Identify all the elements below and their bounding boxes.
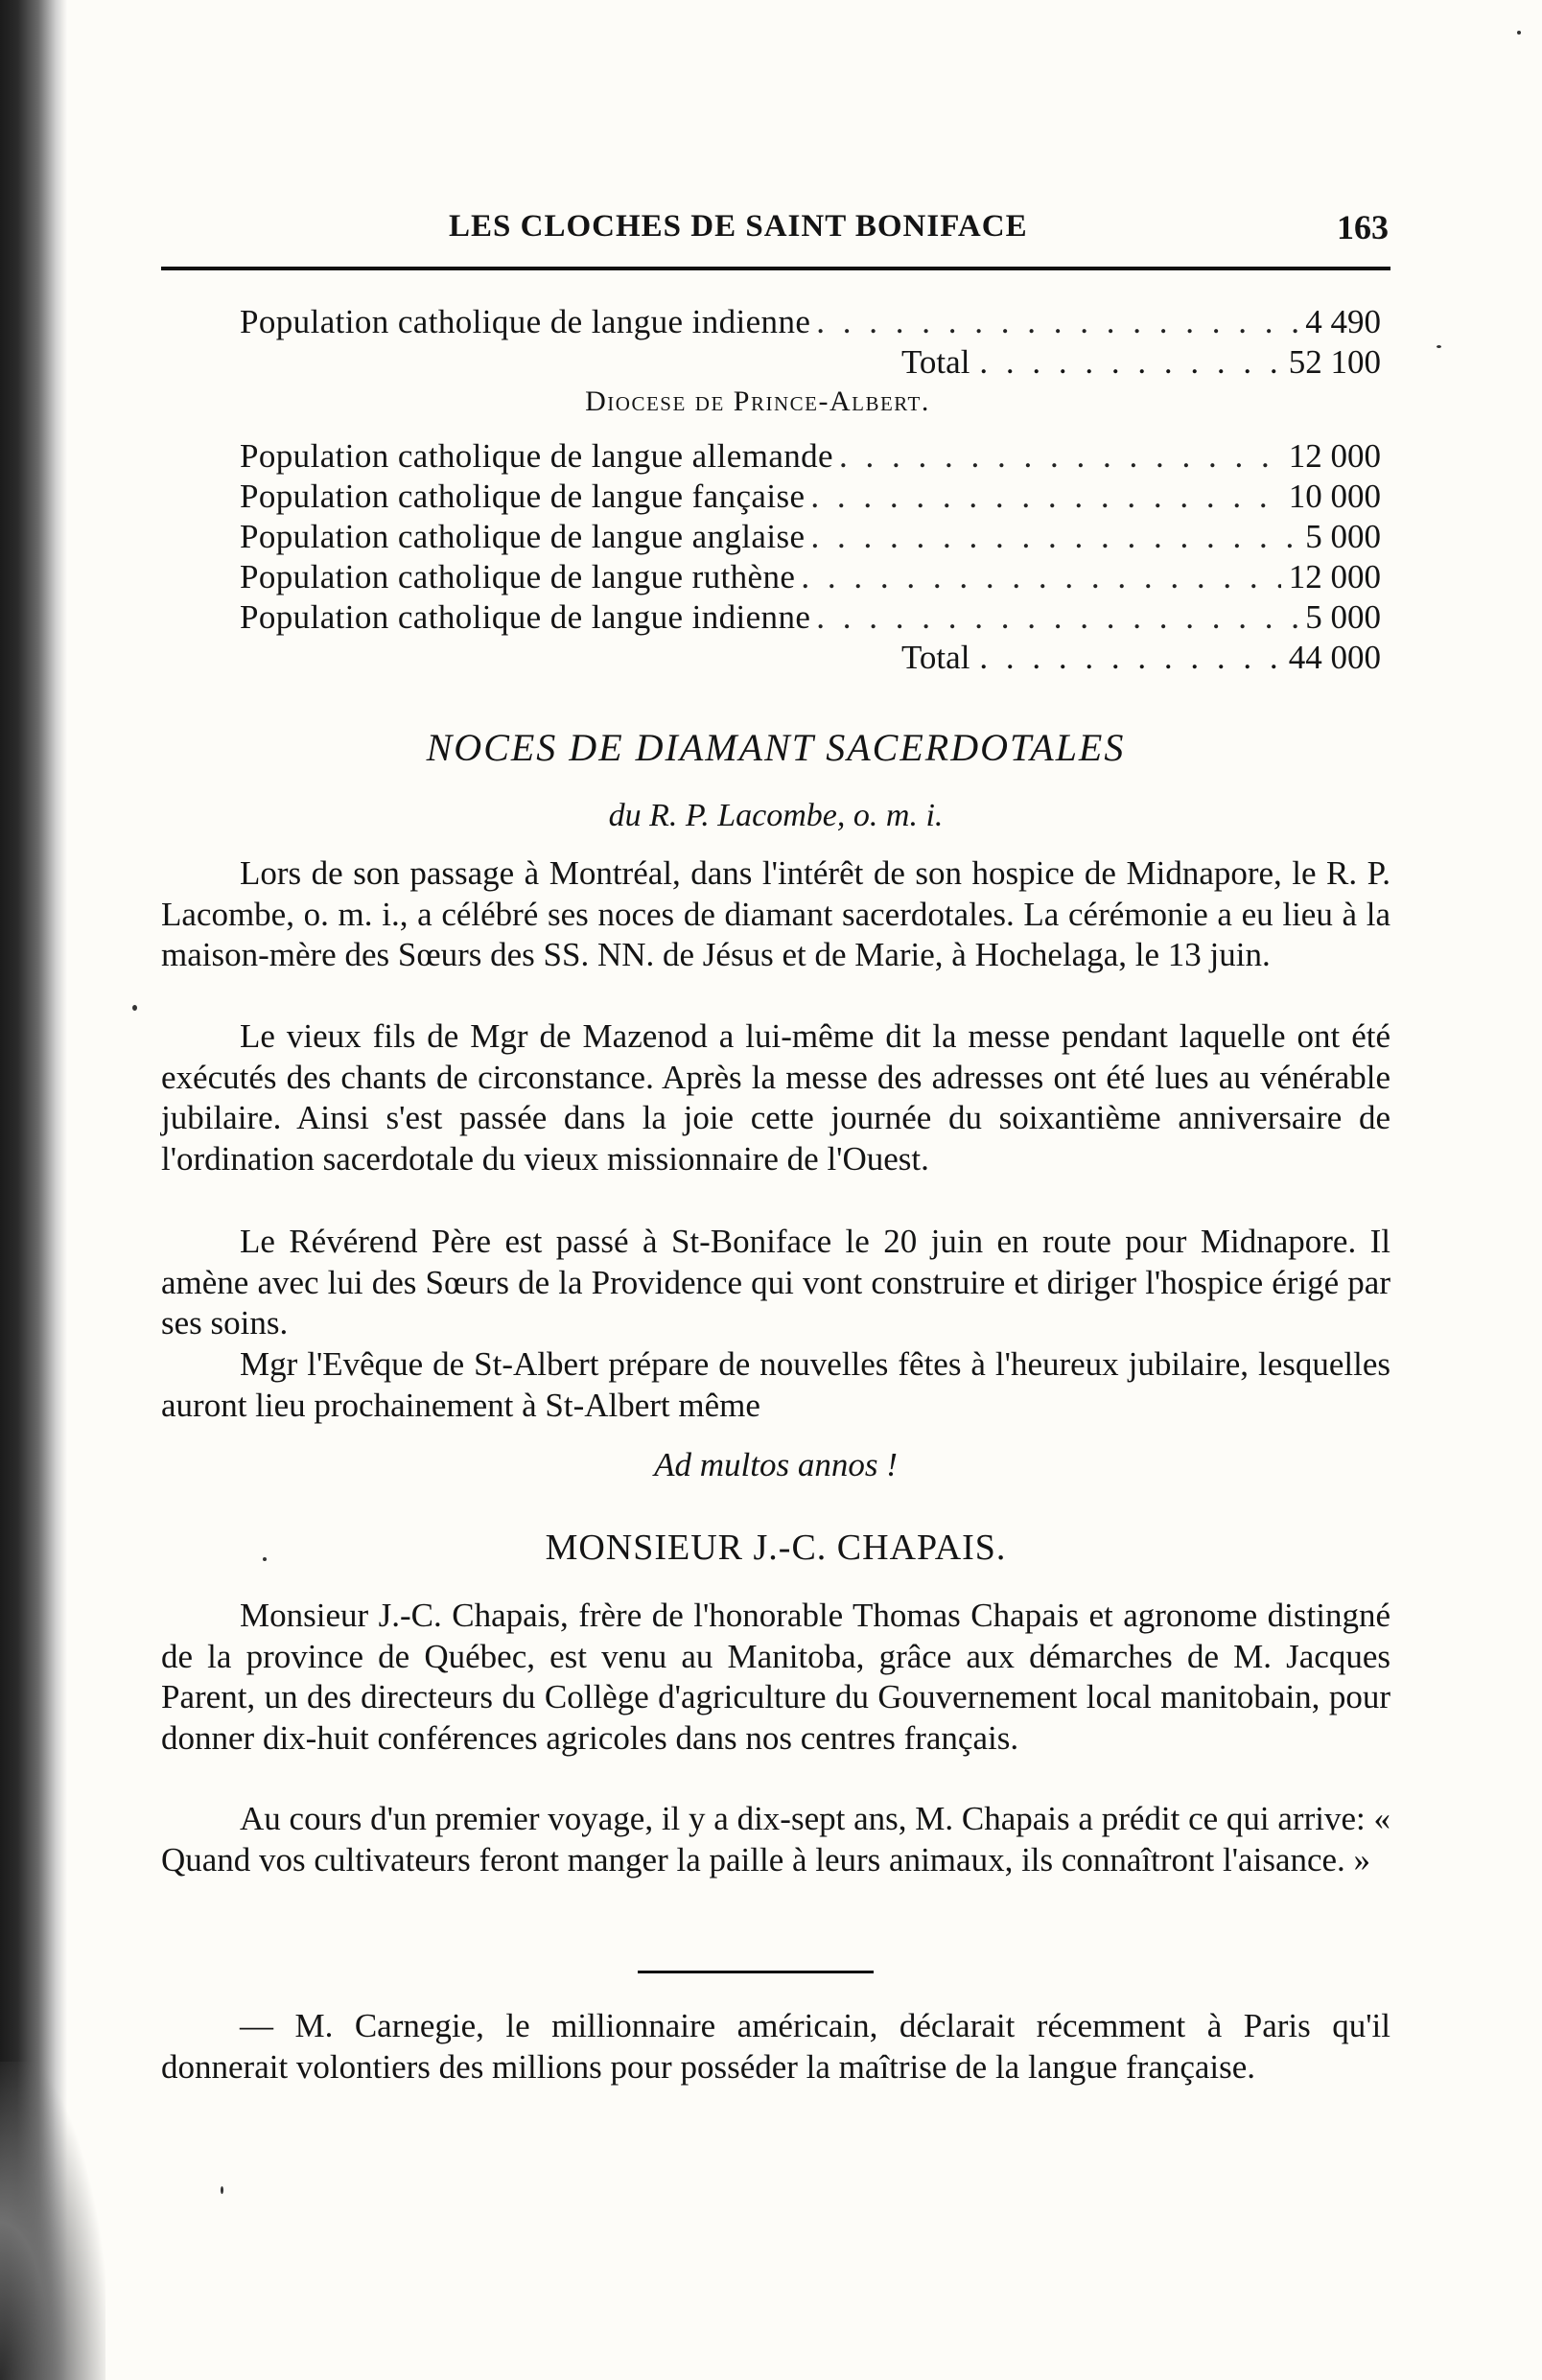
stats-value: 10 000 (1288, 478, 1381, 515)
stats-value: 4 490 (1305, 303, 1381, 340)
page-binding-shadow (0, 0, 67, 2380)
paragraph: Lors de son passage à Montréal, dans l'intérêt de son hospice de Midnapore, le R. P. Lacombe, o. m. i., a célébré ses noces de diamant sacerdotales. La cérémonie a eu lieu à la maison-mère des Sœurs des SS. NN. de Jésus et de Marie, à Hochelaga, le 13 juin. (161, 854, 1390, 973)
stats-label: Population catholique de langue ruthène (240, 558, 796, 595)
leader-dots (970, 639, 1288, 677)
paragraph: Le vieux fils de Mgr de Mazenod a lui-même dit la messe pendant laquelle ont été exécutés des chants de circonstance. Après la messe des adresses ont été lues au vénérable jubilaire. Ainsi s'est passée dans la joie cette journée du soixantième anniversaire de l'ordination sacerdotale du vieux missionnaire de l'Ouest. (161, 1017, 1390, 1178)
separator-rule (638, 1971, 874, 1973)
section-title: NOCES DE DIAMANT SACERDOTALES (426, 726, 1126, 769)
running-title: LES CLOCHES DE SAINT BONIFACE (449, 209, 1028, 244)
paragraph: Au cours d'un premier voyage, il y a dix-sept ans, M. Chapais a prédit ce qui arrive: « Quand vos cultivateurs feront manger la paille à leurs animaux, ils connaîtront l'aisance. » (161, 1800, 1390, 1878)
stats-label: Population catholique de langue fançaise (240, 478, 806, 515)
stats-total-row (901, 343, 1381, 385)
paragraph: — M. Carnegie, le millionnaire américain, déclarait récemment à Paris qu'il donnerait volontiers des millions pour posséder la maîtrise de la langue française. (161, 2007, 1390, 2086)
header-rule (161, 267, 1390, 270)
leader-dots (810, 598, 1297, 637)
leader-dots (833, 437, 1281, 476)
stats-row (240, 558, 1381, 600)
total-value: 44 000 (1288, 639, 1381, 676)
total-label: Total (901, 639, 970, 676)
total-label: Total (901, 343, 970, 381)
print-speck (221, 2186, 223, 2194)
stats-row (240, 437, 1381, 479)
print-speck (1437, 345, 1441, 348)
paragraph: Monsieur J.-C. Chapais, frère de l'honorable Thomas Chapais et agronome distingné de la province de Québec, est venu au Manitoba, grâce aux démarches de M. Jacques Parent, un des directeurs du Collège d'agriculture du Gouvernement local manitobain, pour donner dix-huit conférences agricoles dans nos centres français. (161, 1597, 1390, 1757)
stats-total-row (901, 639, 1381, 681)
stats-row (240, 478, 1381, 520)
stats-value: 5 000 (1305, 598, 1381, 636)
stats-value: 12 000 (1288, 558, 1381, 595)
page-number: 163 (1337, 208, 1389, 246)
section-title: MONSIEUR J.-C. CHAPAIS. (545, 1528, 1007, 1568)
print-speck (263, 1557, 267, 1561)
running-head (161, 201, 1389, 259)
print-speck (132, 1005, 137, 1011)
leader-dots (805, 518, 1297, 556)
total-value: 52 100 (1288, 343, 1381, 381)
stats-label: Population catholique de langue indienne (240, 598, 811, 636)
paragraph: Le Révérend Père est passé à St-Boniface le 20 juin en route pour Midnapore. Il amène avec lui des Sœurs de la Providence qui vont construire et diriger l'hospice érigé par ses soins. (161, 1223, 1390, 1342)
stats-row (240, 303, 1381, 345)
paragraph: Mgr l'Evêque de St-Albert prépare de nouvelles fêtes à l'heureux jubilaire, lesquelles auront lieu prochainement à St-Albert même (161, 1345, 1390, 1424)
stats-label: Population catholique de langue anglaise (240, 518, 806, 555)
print-speck (1517, 31, 1521, 35)
leader-dots (970, 343, 1288, 382)
closing-line: Ad multos annos ! (654, 1446, 898, 1483)
page-corner-shadow (0, 2062, 105, 2380)
stats-row (240, 598, 1381, 641)
leader-dots (810, 303, 1297, 341)
leader-dots (795, 558, 1280, 596)
byline: du R. P. Lacombe, o. m. i. (608, 798, 944, 833)
stats-label: Population catholique de langue allemande (240, 437, 833, 475)
stats-value: 12 000 (1288, 437, 1381, 475)
stats-label: Population catholique de langue indienne (240, 303, 811, 340)
stats-row (240, 518, 1381, 560)
stats-value: 5 000 (1305, 518, 1381, 555)
leader-dots (805, 478, 1280, 516)
diocese-heading: Diocese de Prince-Albert. (585, 385, 930, 417)
